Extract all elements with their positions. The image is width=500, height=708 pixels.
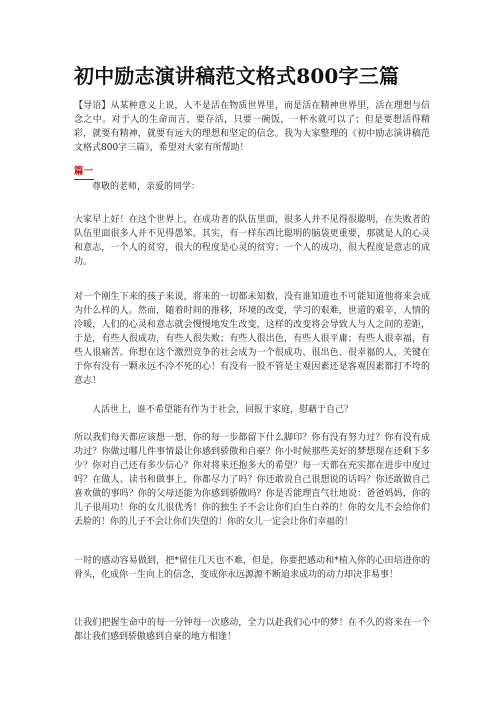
body-paragraph-2: 对一个刚生下来的孩子来说，将来的一切都未知数，没有谁知道也不可能知道他将来会成为什么样的人。然而，随着时间的推移，环境的改变，学习的艰难，世道的艰辛，人情的冷暖，人们的心灵和意志就会慢慢地发生改变，这样的改变将会导致人与人之间的差距，于是，有些人很成功，有些人很失败；有些人很出色，有些人很平庸；有些人很幸福，有些人很痛苦。你想在这个激烈竞争的社会成为一个很成功、很出色、很幸福的人，关键在于你有没有一颗永远不冷不死的心！有没有一股不管是主观因素还是客观因素都打不垮的意志！ <box>74 292 430 386</box>
body-paragraph-1: 大家早上好！在这个世界上，在成功者的队伍里面，很多人并不见得很聪明，在失败者的队伍里面很多人并不见得愚笨。其实，有一样东西比聪明的脑袋更重要，那就是人的心灵和意志，一个人的贫穷，很大的程度是心灵的贫穷；一个人的成功，很大程度是意志的成功。 <box>74 215 430 267</box>
intro-paragraph: 【导语】从某种意义上说，人不是活在物质世界里，而是活在精神世界里，活在理想与信念之中。对于人的生命而言，要存活，只要一碗饭，一杯水就可以了；但是要想活得精彩，就要有精神，就要有远大的理想和坚定的信念。我为大家整理的《初中励志演讲稿范文格式800字三篇》，希望对大家有所帮助！ <box>74 101 430 153</box>
body-paragraph-6: 让我们把握生命中的每一分钟每一次感动，全力以赴我们心中的梦！在不久的将来在一个都让我们感到骄傲感到自豪的地方相逢！ <box>74 618 430 642</box>
page-title: 初中励志演讲稿范文格式800字三篇 <box>74 64 400 88</box>
body-paragraph-3: 人活世上，谁不希望能有作为于社会，回报于家庭，慰藉于自己？ <box>92 405 354 415</box>
section-label: 篇一 <box>74 166 94 177</box>
body-paragraph-5: 一时的感动容易做到，把*留住几天也不难，但是，你要把感动和*植入你的心田培进你的骨头，化成你一生向上的信念，变成你永远源源不断追求成功的动力却决非易事！ <box>74 556 430 580</box>
salutation: 尊敬的老师，亲爱的同学： <box>92 182 201 192</box>
body-paragraph-4: 所以我们每天都应该想一想，你的每一步都留下什么脚印？你有没有努力过？你有没有成功过？你做过哪几件事情最让你感到骄傲和自豪？你小时候那些美好的梦想现在还剩下多少？你对自己还有多少信心？你对将来还抱多大的希望？每一天都在充实都在进步中度过吗？在做人、读书和做事上，你都尽力了吗？你还敢说自己很想说的话吗？你还敢做自己喜欢做的事吗？你的父母还能为你感到骄傲吗？你是否能理直气壮地说：爸爸妈妈，你的儿子很用功！你的女儿很优秀！你的独生子不会让你们白生白养的！你的女儿不会给你们丢脸的！你的儿子不会让你们失望的！你的女儿一定会让你们幸福的！ <box>74 433 430 527</box>
